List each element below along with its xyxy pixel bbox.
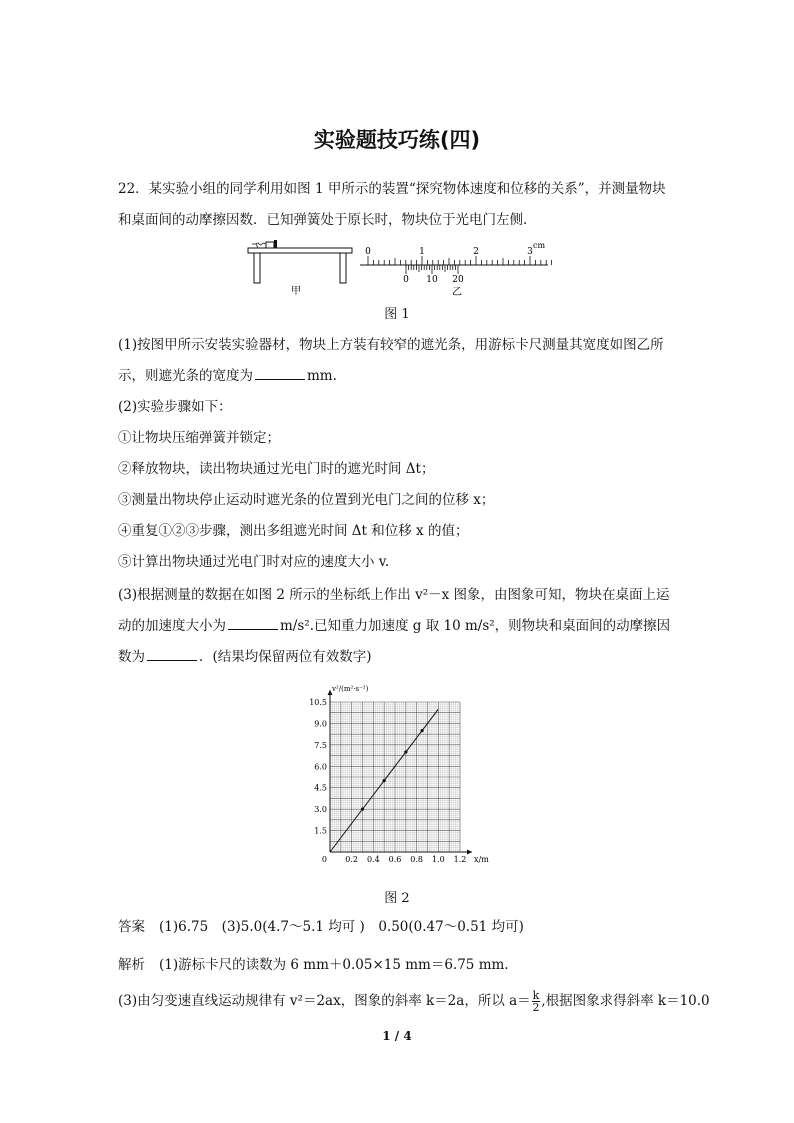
x-tick-label: 0.6: [388, 855, 402, 864]
analysis-text-2a: (3)由匀变速直线运动规律有 v²＝2ax，图象的斜率 k＝2a，所以 a＝: [118, 993, 531, 1009]
y-tick-label: 4.5: [314, 783, 327, 793]
figure-1: [240, 236, 560, 298]
page-title: 实验题技巧练(四): [313, 128, 481, 152]
y-tick-label: 1.5: [314, 826, 327, 836]
x-tick-label: 1.0: [431, 855, 445, 864]
step-1: ①让物块压缩弹簧并锁定；: [118, 430, 280, 446]
part3-text-b: m/s².已知重力加速度 g 取 10 m/s²，则物块和桌面间的动摩擦因: [280, 618, 671, 634]
part1-line-2: [118, 367, 337, 385]
question-intro-line-1: 22．某实验小组的同学利用如图 1 甲所示的装置“探究物体速度和位移的关系”，并测量物块: [118, 181, 666, 197]
part3-line-3: [118, 648, 372, 666]
answer-blank-3: [147, 648, 197, 661]
y-axis-label: v²/(m²·s⁻²): [332, 685, 369, 693]
label-jia: 甲: [291, 286, 301, 297]
part3-text-a: 动的加速度大小为: [118, 618, 226, 634]
main-scale-label: 2: [473, 247, 479, 257]
v2-x-chart: [300, 682, 500, 872]
analysis-line-1: [118, 956, 509, 974]
y-tick-label: 9.0: [314, 719, 327, 729]
x-tick-label: 0.4: [366, 855, 380, 864]
main-scale-label: 1: [419, 247, 425, 257]
analysis-text-2b: ,根据图象求得斜率 k＝10.0: [541, 993, 710, 1009]
step-3: ③测量出物块停止运动时遮光条的位置到光电门之间的位移 x；: [118, 492, 495, 508]
x-tick-label: 1.2: [453, 855, 467, 864]
y-tick-label: 7.5: [314, 740, 327, 750]
analysis-text-1: (1)游标卡尺的读数为 6 mm＋0.05×15 mm＝6.75 mm.: [159, 957, 509, 973]
fraction-numerator: k: [532, 989, 540, 1002]
fraction-k-over-2: [532, 990, 541, 1013]
data-point: [420, 729, 423, 732]
answer-text: (1)6.75 (3)5.0(4.7～5.1 均可 ) 0.50(0.47～0.51 均可): [159, 919, 524, 935]
part3-line-1: (3)根据测量的数据在如图 2 所示的坐标纸上作出 v²－x 图象，由图象可知，物块在桌面上运: [118, 587, 670, 603]
x-axis-arrow: [467, 850, 472, 855]
fraction-denominator: 2: [532, 1001, 540, 1014]
analysis-line-2: [118, 990, 710, 1013]
origin-label: 0: [321, 855, 327, 864]
x-axis-label: x/m: [474, 855, 489, 864]
vernier-label: 0: [403, 275, 409, 285]
main-scale-label: 3: [527, 247, 533, 257]
y-tick-label: 6.0: [314, 762, 327, 772]
answer-line: [118, 918, 524, 936]
part3-line-2: [118, 617, 670, 635]
step-4: ④重复①②③步骤，测出多组遮光时间 Δt 和位移 x 的值；: [118, 523, 469, 539]
main-scale-label: 0: [365, 247, 371, 257]
x-tick-label: 0.2: [345, 855, 359, 864]
y-tick-label: 10.5: [309, 698, 327, 707]
data-point: [404, 750, 407, 753]
apparatus-diagram: [248, 240, 352, 283]
vernier-caliper: [360, 241, 552, 285]
answer-blank-2: [228, 617, 278, 630]
part3-text-d: ．(结果均保留两位有效数字): [199, 649, 372, 665]
vernier-label: 10: [426, 275, 438, 285]
page-number: 1 / 4: [382, 1029, 412, 1043]
data-point: [361, 808, 364, 811]
part1-line-1: (1)按图甲所示安装实验器材，物块上方装有较窄的遮光条，用游标卡尺测量其宽度如图乙所: [118, 337, 664, 353]
part2-heading: (2)实验步骤如下：: [118, 399, 232, 415]
part1-text: 示，则遮光条的宽度为: [118, 368, 253, 384]
data-point: [383, 779, 386, 782]
answer-blank-1: [255, 367, 305, 380]
analysis-label: 解析: [118, 957, 145, 973]
grid: [330, 702, 460, 852]
x-tick-label: 0.8: [410, 855, 424, 864]
label-yi: 乙: [452, 287, 462, 298]
figure-1-caption: 图 1: [384, 307, 410, 322]
step-5: ⑤计算出物块通过光电门时对应的速度大小 v.: [118, 554, 390, 570]
figure-2-caption: 图 2: [384, 891, 410, 906]
step-2: ②释放物块，读出物块通过光电门时的遮光时间 Δt；: [118, 461, 435, 477]
part3-text-c: 数为: [118, 649, 145, 665]
unit-label: cm: [533, 241, 546, 250]
question-intro-line-2: 和桌面间的动摩擦因数．已知弹簧处于原长时，物块位于光电门左侧．: [118, 212, 537, 228]
answer-label: 答案: [118, 919, 145, 935]
vernier-label: 20: [452, 275, 464, 285]
part1-unit: mm.: [307, 368, 337, 384]
y-tick-label: 3.0: [314, 805, 327, 815]
